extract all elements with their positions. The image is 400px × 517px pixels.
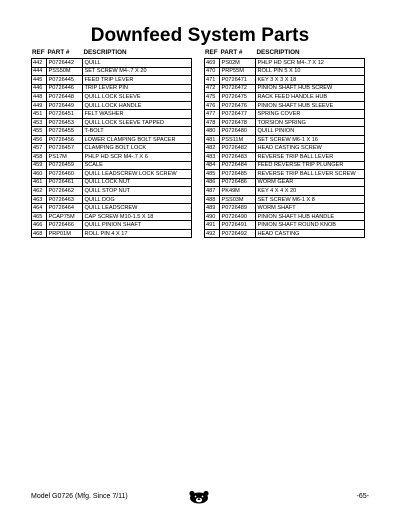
- ref-cell: 488: [205, 196, 220, 204]
- description-cell: PHLP HD SCR M4-.7 X 6: [84, 153, 148, 160]
- table-row: [204, 196, 365, 205]
- part-number-cell: P0726475: [220, 93, 256, 101]
- table-row: [204, 76, 365, 85]
- description-cell: SPRING COVER: [257, 111, 301, 118]
- ref-cell: 453: [32, 119, 47, 127]
- part-number-cell: P0726472: [220, 85, 256, 93]
- ref-cell: 460: [32, 170, 47, 178]
- part-number-cell: P0726485: [220, 170, 256, 178]
- description-cell: PHLP HD SCR M4-.7 X 12: [257, 59, 324, 66]
- table-body: [31, 58, 192, 238]
- part-number-cell: P0726448: [47, 93, 83, 101]
- part-number-cell: P0726466: [47, 221, 83, 229]
- table-header: [204, 47, 365, 58]
- part-number-cell: P0726451: [47, 110, 83, 118]
- ref-cell: 492: [205, 230, 220, 238]
- table-row: [31, 170, 192, 179]
- table-row: [204, 119, 365, 128]
- part-number-cell: P0726446: [47, 85, 83, 93]
- part-column-header: PART #: [220, 48, 243, 56]
- table-row: [31, 102, 192, 111]
- parts-table-right: [204, 47, 365, 238]
- ref-cell: 462: [32, 187, 47, 195]
- description-cell: QUILL LOCK SLEEVE: [84, 93, 141, 100]
- table-row: [31, 153, 192, 162]
- table-row: [204, 102, 365, 111]
- ref-cell: 487: [205, 187, 220, 195]
- description-cell: ROLL PIN 4 X 17: [84, 230, 128, 237]
- description-cell: TRIP LEVER PIN: [84, 85, 128, 92]
- ref-cell: 491: [205, 221, 220, 229]
- description-column-header: DESCRIPTION: [83, 48, 127, 56]
- description-cell: T-BOLT: [84, 128, 104, 135]
- table-row: [31, 213, 192, 222]
- description-cell: QUILL PINION: [257, 128, 295, 135]
- table-row: [204, 179, 365, 188]
- ref-cell: 461: [32, 179, 47, 187]
- ref-cell: 477: [205, 110, 220, 118]
- page-title: Downfeed System Parts: [90, 25, 310, 46]
- description-cell: CAP SCREW M10-1.5 X 18: [84, 213, 154, 220]
- description-cell: SET SCREW M4-.7 X 20: [84, 68, 147, 75]
- description-cell: WORM GEAR: [257, 179, 294, 186]
- ref-cell: 455: [32, 127, 47, 135]
- description-cell: ROLL PIN 5 X 10: [257, 68, 301, 75]
- description-cell: QUILL LOCK HANDLE: [84, 102, 142, 109]
- ref-cell: 472: [205, 85, 220, 93]
- table-row: [31, 119, 192, 128]
- ref-cell: 442: [32, 59, 47, 67]
- part-number-cell: P0726490: [220, 213, 256, 221]
- part-number-cell: P0726449: [47, 102, 83, 110]
- table-row: [204, 162, 365, 171]
- ref-cell: 446: [32, 85, 47, 93]
- ref-cell: 444: [32, 68, 47, 76]
- ref-cell: 466: [32, 221, 47, 229]
- table-row: [204, 110, 365, 119]
- description-column-header: DESCRIPTION: [256, 48, 300, 56]
- part-number-cell: P0726491: [220, 221, 256, 229]
- description-cell: QUILL LEADSCREW LOCK SCREW: [84, 170, 177, 177]
- ref-cell: 484: [205, 162, 220, 170]
- table-row: [31, 136, 192, 145]
- ref-cell: 483: [205, 153, 220, 161]
- table-row: [31, 144, 192, 153]
- ref-cell: 456: [32, 136, 47, 144]
- ref-cell: 470: [205, 68, 220, 76]
- part-number-cell: P0726453: [47, 119, 83, 127]
- part-number-cell: PCAP75M: [47, 213, 83, 221]
- table-row: [31, 230, 192, 239]
- table-row: [204, 85, 365, 94]
- ref-column-header: REF: [205, 48, 218, 56]
- part-column-header: PART #: [47, 48, 70, 56]
- part-number-cell: P0726442: [47, 59, 83, 67]
- table-row: [204, 93, 365, 102]
- part-number-cell: PS02M: [220, 59, 256, 67]
- ref-cell: 445: [32, 76, 47, 84]
- part-number-cell: P0726456: [47, 136, 83, 144]
- table-row: [31, 93, 192, 102]
- part-number-cell: P0726455: [47, 127, 83, 135]
- ref-cell: 448: [32, 93, 47, 101]
- part-number-cell: PSS50M: [47, 68, 83, 76]
- description-cell: REVERSE TRIP BALL LEVER: [257, 153, 334, 160]
- table-row: [31, 187, 192, 196]
- description-cell: FELT WASHER: [84, 111, 124, 118]
- description-cell: PINION SHAFT ROUND KNOB: [257, 222, 337, 229]
- part-number-cell: P0726486: [220, 179, 256, 187]
- description-cell: HEAD CASTING SCREW: [257, 145, 322, 152]
- description-cell: FEED REVERSE TRIP PLUNGER: [257, 162, 344, 169]
- description-cell: SCALE: [84, 162, 103, 169]
- part-number-cell: P0726459: [47, 162, 83, 170]
- ref-cell: 489: [205, 204, 220, 212]
- table-row: [31, 127, 192, 136]
- description-cell: TORSION SPRING: [257, 119, 306, 126]
- description-cell: LOWER CLAMPING BOLT SPACER: [84, 136, 176, 143]
- description-cell: PINION SHAFT HUB SCREW: [257, 85, 333, 92]
- table-row: [31, 110, 192, 119]
- part-number-cell: P0726471: [220, 76, 256, 84]
- part-number-cell: P0726457: [47, 144, 83, 152]
- table-row: [31, 76, 192, 85]
- ref-cell: 490: [205, 213, 220, 221]
- table-row: [204, 136, 365, 145]
- table-row: [31, 221, 192, 230]
- table-row: [31, 204, 192, 213]
- description-cell: QUILL STOP NUT: [84, 187, 131, 194]
- part-number-cell: PSS11M: [220, 136, 256, 144]
- table-row: [204, 68, 365, 77]
- ref-cell: 471: [205, 76, 220, 84]
- part-number-cell: P0726463: [47, 196, 83, 204]
- ref-cell: 463: [32, 196, 47, 204]
- description-cell: KEY 4 X 4 X 20: [257, 187, 297, 194]
- part-number-cell: P0726464: [47, 204, 83, 212]
- ref-column-header: REF: [32, 48, 45, 56]
- table-row: [204, 127, 365, 136]
- ref-cell: 478: [205, 119, 220, 127]
- part-number-cell: P0726492: [220, 230, 256, 238]
- description-cell: QUILL LOCK SLEEVE TAPPED: [84, 119, 164, 126]
- part-number-cell: P0726462: [47, 187, 83, 195]
- part-number-cell: PRP55M: [220, 68, 256, 76]
- part-number-cell: P0726480: [220, 127, 256, 135]
- description-cell: FEED TRIP LEVER: [84, 76, 134, 83]
- ref-cell: 481: [205, 136, 220, 144]
- ref-cell: 465: [32, 213, 47, 221]
- ref-cell: 476: [205, 102, 220, 110]
- ref-cell: 486: [205, 179, 220, 187]
- table-body: [204, 58, 365, 238]
- description-cell: RACK FEED HANDLE HUB: [257, 93, 328, 100]
- description-cell: QUILL LOCK NUT: [84, 179, 131, 186]
- bear-logo-icon: [188, 490, 210, 504]
- description-cell: QUILL: [84, 59, 101, 66]
- table-row: [204, 230, 365, 239]
- table-row: [31, 85, 192, 94]
- part-number-cell: P0726476: [220, 102, 256, 110]
- ref-cell: 459: [32, 162, 47, 170]
- table-row: [204, 59, 365, 68]
- table-row: [204, 144, 365, 153]
- table-row: [204, 153, 365, 162]
- part-number-cell: P0726461: [47, 179, 83, 187]
- model-footer: Model G0726 (Mfg. Since 7/11): [31, 493, 128, 500]
- description-cell: CLAMPING BOLT LOCK: [84, 145, 147, 152]
- table-row: [31, 179, 192, 188]
- description-cell: KEY 3 X 3 X 18: [257, 76, 297, 83]
- table-row: [31, 196, 192, 205]
- page-number: -65-: [356, 493, 369, 500]
- ref-cell: 480: [205, 127, 220, 135]
- ref-cell: 458: [32, 153, 47, 161]
- parts-table-left: [31, 47, 192, 238]
- description-cell: HEAD CASTING: [257, 230, 300, 237]
- ref-cell: 449: [32, 102, 47, 110]
- part-number-cell: PS17M: [47, 153, 83, 161]
- part-number-cell: P0726460: [47, 170, 83, 178]
- part-number-cell: PSS03M: [220, 196, 256, 204]
- description-cell: REVERSE TRIP BALL LEVER SCREW: [257, 170, 356, 177]
- ref-cell: 464: [32, 204, 47, 212]
- table-row: [204, 204, 365, 213]
- description-cell: PINION SHAFT HUB SLEEVE: [257, 102, 334, 109]
- part-number-cell: P0726445: [47, 76, 83, 84]
- ref-cell: 469: [205, 59, 220, 67]
- ref-cell: 482: [205, 144, 220, 152]
- part-number-cell: P0726483: [220, 153, 256, 161]
- part-number-cell: PRP01M: [47, 230, 83, 238]
- part-number-cell: P0726484: [220, 162, 256, 170]
- table-row: [204, 170, 365, 179]
- ref-cell: 485: [205, 170, 220, 178]
- description-cell: QUILL LEADSCREW: [84, 205, 138, 212]
- part-number-cell: PK49M: [220, 187, 256, 195]
- description-cell: PINION SHAFT HUB HANDLE: [257, 213, 335, 220]
- ref-cell: 475: [205, 93, 220, 101]
- table-row: [31, 59, 192, 68]
- description-cell: SET SCREW M6-1 X 16: [257, 136, 319, 143]
- ref-cell: 468: [32, 230, 47, 238]
- part-number-cell: P0726482: [220, 144, 256, 152]
- description-cell: SET SCREW M6-1 X 8: [257, 196, 315, 203]
- ref-cell: 451: [32, 110, 47, 118]
- part-number-cell: P0726477: [220, 110, 256, 118]
- part-number-cell: P0726489: [220, 204, 256, 212]
- table-header: [31, 47, 192, 58]
- table-row: [204, 213, 365, 222]
- ref-cell: 457: [32, 144, 47, 152]
- description-cell: QUILL DOG: [84, 196, 115, 203]
- table-row: [31, 162, 192, 171]
- part-number-cell: P0726478: [220, 119, 256, 127]
- table-row: [31, 68, 192, 77]
- description-cell: QUILL PINION SHAFT: [84, 222, 142, 229]
- table-row: [204, 221, 365, 230]
- description-cell: WORM SHAFT: [257, 205, 296, 212]
- table-row: [204, 187, 365, 196]
